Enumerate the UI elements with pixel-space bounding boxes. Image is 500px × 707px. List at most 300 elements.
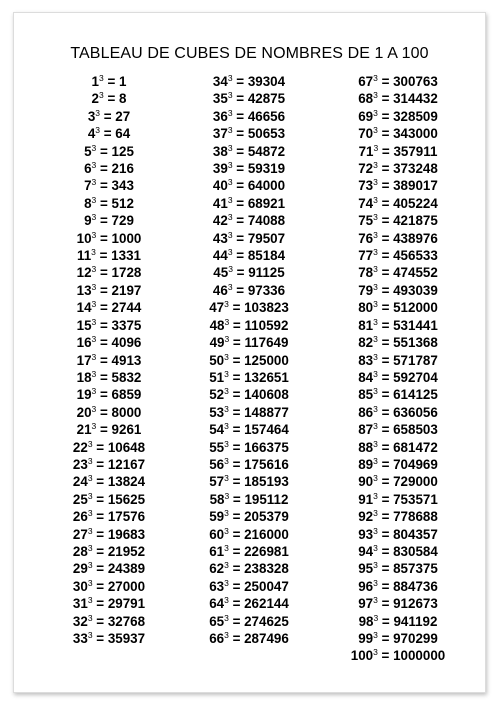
cube-value: 357911 [393,143,438,159]
exponent: 3 [87,490,93,501]
exponent: 3 [373,508,378,519]
exponent: 3 [91,421,97,432]
equals-sign: = [96,387,112,403]
cube-value: 314432 [393,91,438,107]
exponent: 3 [227,73,233,83]
exponent: 3 [373,630,378,640]
cube-value: 681472 [393,439,438,455]
cube-value: 729000 [393,474,438,490]
cube-entry [88,125,130,142]
base-number: 99 [358,631,374,646]
equals-sign: = [377,422,394,438]
cube-value: 300763 [393,74,438,89]
cube-value: 438976 [393,230,438,246]
equals-sign: = [377,282,394,298]
base-number: 63 [209,578,225,594]
equals-sign: = [232,161,248,177]
base-number: 84 [358,369,374,385]
cube-value: 85184 [247,248,286,264]
base-number: 91 [358,491,374,507]
base-number: 38 [212,143,228,159]
base-number: 82 [358,335,374,351]
equals-sign: = [103,74,119,89]
exponent: 3 [224,560,229,571]
equals-sign: = [232,230,248,246]
cube-value: 778688 [393,509,438,525]
equals-sign: = [96,300,112,316]
base-number: 44 [212,248,228,264]
exponent: 3 [227,177,233,188]
cube-entry [209,630,289,647]
cube-value: 27 [115,108,131,124]
cube-value: 157464 [244,422,289,438]
cube-value: 571787 [393,352,438,368]
base-number: 43 [212,230,228,246]
equals-sign: = [377,161,394,177]
base-number: 18 [76,369,92,385]
cube-value: 17576 [107,509,146,525]
exponent: 3 [91,142,97,153]
base-number: 20 [76,404,92,420]
equals-sign: = [228,543,245,559]
equals-sign: = [377,631,394,646]
exponent: 3 [373,577,378,588]
exponent: 3 [227,212,233,223]
exponent: 3 [373,142,379,153]
exponent: 3 [224,334,230,345]
cube-entry [358,439,438,456]
equals-sign: = [232,178,248,194]
exponent: 3 [87,612,93,623]
base-number: 49 [209,335,225,351]
base-number: 10 [76,230,92,246]
cube-value: 46656 [247,108,286,124]
cube-entry [77,352,142,369]
equals-sign: = [92,491,108,507]
cube-entry [77,247,141,264]
cube-entry [213,143,285,160]
exponent: 3 [87,438,93,449]
exponent: 3 [224,438,229,449]
exponent: 3 [373,247,378,258]
exponent: 3 [373,368,378,379]
cube-entry [213,212,285,229]
base-number: 47 [209,300,225,316]
exponent: 3 [87,577,93,588]
exponent: 3 [91,316,97,327]
cube-value: 10648 [107,439,146,455]
equals-sign: = [92,509,108,525]
cube-value: 226981 [244,543,289,559]
cube-value: 125000 [244,352,289,368]
base-number: 30 [72,578,88,594]
exponent: 3 [224,577,229,588]
base-number: 60 [209,526,225,542]
cube-entry [209,473,289,490]
equals-sign: = [232,126,248,142]
cube-value: 175616 [244,456,289,472]
exponent: 3 [91,194,97,205]
cube-value: 753571 [393,491,438,507]
exponent: 3 [373,194,378,205]
cube-value: 2197 [111,282,142,298]
base-number: 22 [72,439,88,455]
base-number: 57 [209,474,225,490]
cube-entry [358,299,438,316]
equals-sign: = [92,474,108,490]
cube-entry [358,177,438,194]
exponent: 3 [91,281,97,292]
base-number: 40 [212,178,228,194]
exponent: 3 [224,386,229,397]
cube-value: 262144 [244,596,289,612]
equals-sign: = [232,91,248,107]
base-number: 95 [358,561,374,577]
cube-entry [209,386,289,403]
cube-value: 68921 [247,195,286,211]
document-page [13,12,486,693]
cube-entry [73,491,145,508]
exponent: 3 [87,595,93,606]
exponent: 3 [91,212,97,223]
cube-value: 592704 [393,369,438,385]
base-number: 88 [358,439,374,455]
cube-entry [213,108,285,125]
cube-entry [209,421,289,438]
cube-entry [358,317,438,334]
equals-sign: = [96,230,112,246]
equals-sign: = [377,561,394,577]
cube-entry [73,543,145,560]
exponent: 3 [373,647,378,658]
cube-entry [77,386,142,403]
base-number: 77 [358,248,374,264]
exponent: 3 [373,403,378,414]
cube-entry [358,230,438,247]
cube-entry [213,125,285,142]
cube-value: 32768 [107,613,146,629]
exponent: 3 [373,334,378,345]
equals-sign: = [377,474,394,490]
equals-sign: = [92,543,108,559]
exponent: 3 [95,107,100,118]
exponent: 3 [373,90,378,101]
cube-entry [358,247,438,264]
base-number: 8 [84,195,92,211]
cube-value: 729 [111,213,134,229]
cube-value: 389017 [393,178,438,194]
exponent: 3 [87,542,93,553]
cube-entry [84,212,134,229]
cube-entry [88,108,130,125]
equals-sign: = [100,108,116,124]
equals-sign: = [377,335,394,351]
exponent: 3 [373,177,378,188]
cube-value: 493039 [393,282,438,298]
exponent: 3 [227,142,233,153]
cube-entry [358,369,438,386]
base-number: 6 [84,161,92,177]
cube-entry [358,264,438,281]
cube-entry [359,613,438,630]
cube-value: 421875 [393,213,438,229]
base-number: 33 [72,631,88,646]
base-number: 71 [358,143,374,159]
exponent: 3 [227,107,233,118]
equals-sign: = [377,230,394,246]
exponent: 3 [99,73,104,83]
equals-sign: = [92,631,108,646]
exponent: 3 [91,351,97,362]
cube-entry [209,369,289,386]
equals-sign: = [92,596,108,612]
exponent: 3 [373,160,378,171]
cube-value: 238328 [244,561,289,577]
base-number: 61 [209,543,225,559]
exponent: 3 [91,160,97,171]
base-number: 93 [358,526,374,542]
cube-value: 110592 [244,317,289,333]
cube-entry [73,473,145,490]
equals-sign: = [377,126,394,142]
cube-entry [73,508,145,525]
exponent: 3 [224,490,230,501]
equals-sign: = [377,578,394,594]
cube-entry [209,404,289,421]
exponent: 3 [227,229,233,240]
cube-entry [213,282,285,299]
equals-sign: = [95,248,112,264]
exponent: 3 [373,560,378,571]
base-number: 100 [350,648,374,664]
base-number: 96 [358,578,374,594]
base-number: 94 [358,543,374,559]
base-number: 9 [84,213,92,229]
exponent: 3 [227,160,233,171]
equals-sign: = [232,213,248,229]
cube-entry [358,578,438,595]
equals-sign: = [228,404,245,420]
base-number: 11 [77,248,92,264]
cube-entry [213,195,285,212]
equals-sign: = [232,248,248,264]
equals-sign: = [228,439,245,455]
cube-entry [358,630,438,647]
cube-value: 54872 [247,143,286,159]
cube-value: 970299 [393,631,438,646]
equals-sign: = [96,422,112,438]
cube-value: 405224 [393,195,438,211]
equals-sign: = [92,456,108,472]
exponent: 3 [224,351,229,362]
equals-sign: = [232,143,248,159]
cube-value: 343 [111,178,134,194]
base-number: 52 [209,387,225,403]
exponent: 3 [91,334,97,345]
base-number: 21 [76,422,92,438]
base-number: 65 [209,613,225,629]
base-number: 39 [212,161,228,177]
cube-entry [213,90,285,107]
exponent: 3 [91,264,97,275]
base-number: 14 [76,300,92,316]
equals-sign: = [377,369,394,385]
cube-entry [73,578,145,595]
cube-value: 29791 [107,596,146,612]
exponent: 3 [373,525,378,536]
equals-sign: = [377,352,394,368]
base-number: 89 [358,456,374,472]
base-number: 31 [72,596,88,612]
cube-entry [358,456,438,473]
cube-entry [77,264,142,281]
base-number: 29 [72,561,88,577]
exponent: 3 [224,508,229,519]
cube-value: 97336 [247,282,286,298]
equals-sign: = [228,631,245,646]
base-number: 34 [212,74,228,89]
exponent: 3 [373,351,378,362]
cube-value: 8 [119,91,127,107]
exponent: 3 [227,247,233,258]
base-number: 48 [209,317,225,333]
exponent: 3 [91,247,96,258]
cube-entry [358,108,438,125]
cube-value: 74088 [247,213,286,229]
equals-sign: = [377,509,394,525]
cube-value: 912673 [393,596,438,612]
cube-value: 19683 [107,526,146,542]
cube-entry [73,456,145,473]
base-number: 68 [358,91,374,107]
cube-entry [84,177,134,194]
base-number: 26 [72,509,88,525]
cube-entry [77,421,142,438]
equals-sign: = [228,561,245,577]
equals-sign: = [96,404,112,420]
exponent: 3 [373,212,378,223]
base-number: 59 [209,509,225,525]
cube-value: 13824 [107,474,146,490]
equals-sign: = [96,282,112,298]
cube-value: 343000 [393,126,438,142]
equals-sign: = [96,161,112,177]
cube-value: 287496 [244,631,289,646]
cube-entry [73,595,145,612]
cube-entry [358,386,438,403]
base-number: 37 [212,126,228,142]
base-number: 2 [91,91,99,107]
exponent: 3 [373,421,378,432]
cube-value: 804357 [393,526,438,542]
cube-entry [77,299,142,316]
cube-entry [210,317,289,334]
base-number: 16 [76,335,92,351]
cube-entry [73,613,145,630]
exponent: 3 [91,403,97,414]
cube-value: 941192 [393,613,438,629]
base-number: 45 [213,265,229,281]
equals-sign: = [96,265,112,281]
base-number: 51 [209,369,225,385]
cube-column-2 [184,73,314,647]
base-number: 41 [212,195,228,211]
cube-value: 1000 [111,230,142,246]
cube-entry [77,369,142,386]
exponent: 3 [87,560,93,571]
cube-column-1 [59,73,159,647]
equals-sign: = [377,456,394,472]
equals-sign: = [232,282,248,298]
cube-value: 59319 [247,161,286,177]
equals-sign: = [92,578,108,594]
equals-sign: = [96,369,112,385]
equals-sign: = [377,596,394,612]
equals-sign: = [92,561,108,577]
exponent: 3 [373,612,379,623]
cube-entry [77,282,142,299]
equals-sign: = [96,317,112,333]
base-number: 55 [209,439,225,455]
equals-sign: = [228,578,245,594]
cube-value: 79507 [247,230,286,246]
exponent: 3 [373,490,378,501]
equals-sign: = [228,526,245,542]
cube-entry [77,404,142,421]
base-number: 75 [358,213,374,229]
base-number: 74 [358,195,374,211]
equals-sign: = [228,422,245,438]
cube-entry [73,630,145,647]
exponent: 3 [373,264,378,275]
equals-sign: = [377,265,394,281]
exponent: 3 [224,542,229,553]
cube-entry [358,282,438,299]
equals-sign: = [228,300,245,316]
cube-entry [358,421,438,438]
cube-entry [73,439,145,456]
base-number: 35 [212,91,228,107]
cube-value: 531441 [393,317,438,333]
equals-sign: = [229,317,245,333]
cube-entry [213,177,285,194]
base-number: 53 [209,404,225,420]
cube-value: 373248 [393,161,438,177]
equals-sign: = [229,491,245,507]
cube-value: 166375 [244,439,289,455]
base-number: 13 [76,282,92,298]
equals-sign: = [377,178,394,194]
base-number: 62 [209,561,225,577]
equals-sign: = [377,317,394,333]
exponent: 3 [373,316,378,327]
cube-value: 35937 [107,631,146,646]
base-number: 28 [72,543,88,559]
exponent: 3 [227,125,233,136]
base-number: 15 [76,317,92,333]
exponent: 3 [373,107,378,118]
cube-entry [213,73,285,90]
cube-entry [213,264,284,281]
cube-entry [358,160,438,177]
cube-value: 1331 [111,248,141,264]
exponent: 3 [373,299,378,310]
exponent: 3 [227,90,233,101]
equals-sign: = [377,543,394,559]
equals-sign: = [232,265,249,281]
cube-value: 456533 [393,248,438,264]
cube-entry [358,508,438,525]
